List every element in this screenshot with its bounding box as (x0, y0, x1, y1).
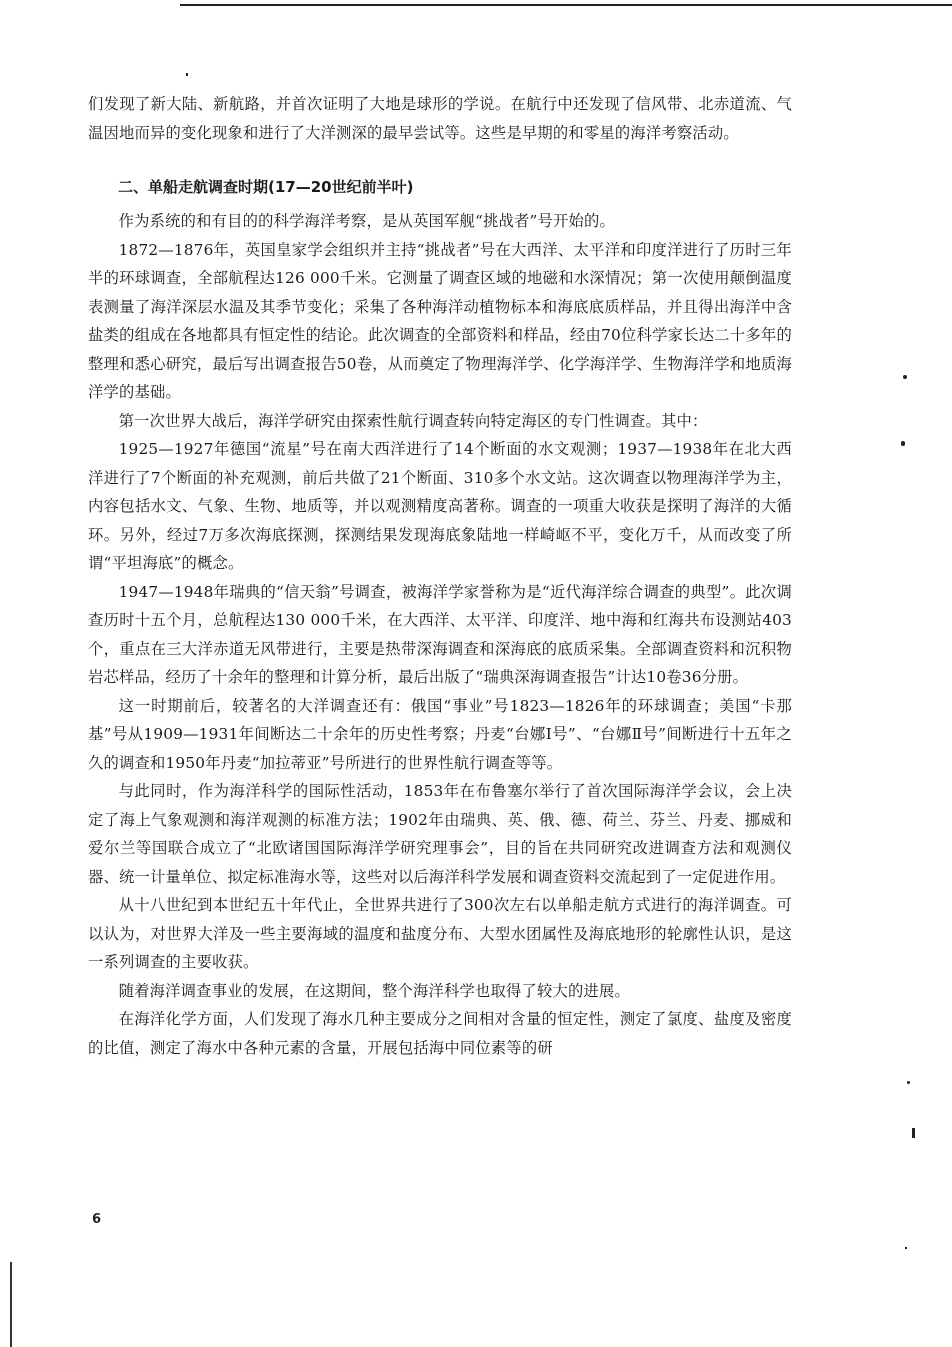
paragraph-intro: 作为系统的和有目的的科学海洋考察，是从英国军舰“挑战者”号开始的。 (118, 212, 616, 230)
paragraph-progress: 随着海洋调查事业的发展，在这期间，整个海洋科学也取得了较大的进展。 (118, 981, 630, 1000)
scan-speck (903, 375, 907, 379)
scan-speck (907, 1081, 910, 1084)
paragraph-meteor: 1925—1927年德国“流星”号在南大西洋进行了14个断面的水文观测；1937—1938年在北大西洋进行了7个断面的补充观测，前后共做了21个断面、310多个水文站。这次调查以物理海洋学为主，内容包括水文、气象、生物、地质等，并以观测精度高著称。调查的一项重大收获是探明了海洋的大循环。另外，经过7万多次海底探测，探测结果发现海底象陆地一样崎岖不平，变化万千，从而改变了所谓“平坦海底”的概念。 (88, 440, 792, 572)
paragraph-summary: 从十八世纪到本世纪五十年代止，全世界共进行了300次左右以单船走航方式进行的海洋调查。可以认为，对世界大洋及一些主要海域的温度和盐度分布、大型水团属性及海底地形的轮廓性认识，是这一系列调查的主要收获。 (88, 896, 792, 971)
paragraph-other-surveys: 这一时期前后，较著名的大洋调查还有：俄国“事业”号1823—1826年的环球调查；美国“卡那基”号从1909—1931年间断达二十余年的历史性考察；丹麦“台娜I号”、“台娜Ⅱ号”间断进行十五年之久的调查和1950年丹麦“加拉蒂亚”号所进行的世界性航行调查等等。 (88, 696, 792, 772)
paragraph-international: 与此同时，作为海洋科学的国际性活动，1853年在布鲁塞尔举行了首次国际海洋学会议，会上决定了海上气象观测和海洋观测的标准方法；1902年由瑞典、英、俄、德、荷兰、芬兰、丹麦、挪威和爱尔兰等国联合成立了“北欧诸国国际海洋学研究理事会”，目的旨在共同研究改进调查方法和观测仪器、统一计量单位、拟定标准海水等，这些对以后海洋科学发展和调查资料交流起到了一定促进作用。 (88, 782, 792, 886)
scan-speck (912, 1128, 915, 1138)
page-body (88, 90, 792, 1062)
paragraph-after-wwi: 第一次世界大战后，海洋学研究由探索性航行调查转向特定海区的专门性调查。其中： (118, 411, 708, 430)
scan-speck (905, 1247, 907, 1249)
section-heading: 二、单船走航调查时期(17—20世纪前半叶) (118, 178, 414, 196)
top-rule (180, 4, 952, 6)
scan-speck (186, 73, 188, 76)
paragraph-challenger: 1872—1876年，英国皇家学会组织并主持“挑战者”号在大西洋、太平洋和印度洋进行了历时三年半的环球调查，全部航程达126 000千米。它测量了调查区域的地磁和水深情况；第一次使用颠倒温度表测量了海洋深层水温及其季节变化；采集了各种海洋动植物标本和海底底质样品，并且得出海洋中含盐类的组成在各地都具有恒定性的结论。此次调查的全部资料和样品，经由70位科学家长达二十多年的整理和悉心研究，最后写出调查报告50卷，从而奠定了物理海洋学、化学海洋学、生物海洋学和地质海洋学的基础。 (88, 240, 792, 401)
paragraph-albatross: 1947—1948年瑞典的“信天翁”号调查，被海洋学家誉称为是“近代海洋综合调查的典型”。此次调查历时十五个月，总航程达130 000千米，在大西洋、太平洋、印度洋、地中海和红海共布设测站403个，重点在三大洋赤道无风带进行，主要是热带深海调查和深海底的底质采集。全部调查资料和沉积物岩芯样品，经历了十余年的整理和计算分析，最后出版了“瑞典深海调查报告”计达10卷36分册。 (88, 582, 792, 686)
paragraph-continuation: 们发现了新大陆、新航路，并首次证明了大地是球形的学说。在航行中还发现了信风带、北赤道流、气温因地而异的变化现象和进行了大洋测深的最早尝试等。这些是早期的和零星的海洋考察活动。 (88, 95, 792, 142)
paragraph-chemistry: 在海洋化学方面，人们发现了海水几种主要成分之间相对含量的恒定性，测定了氯度、盐度及密度的比值，测定了海水中各种元素的含量，开展包括海中同位素等的研 (88, 1010, 792, 1057)
scan-speck (901, 441, 905, 446)
scan-edge-line (10, 1262, 12, 1347)
page-number: 6 (92, 1212, 102, 1227)
